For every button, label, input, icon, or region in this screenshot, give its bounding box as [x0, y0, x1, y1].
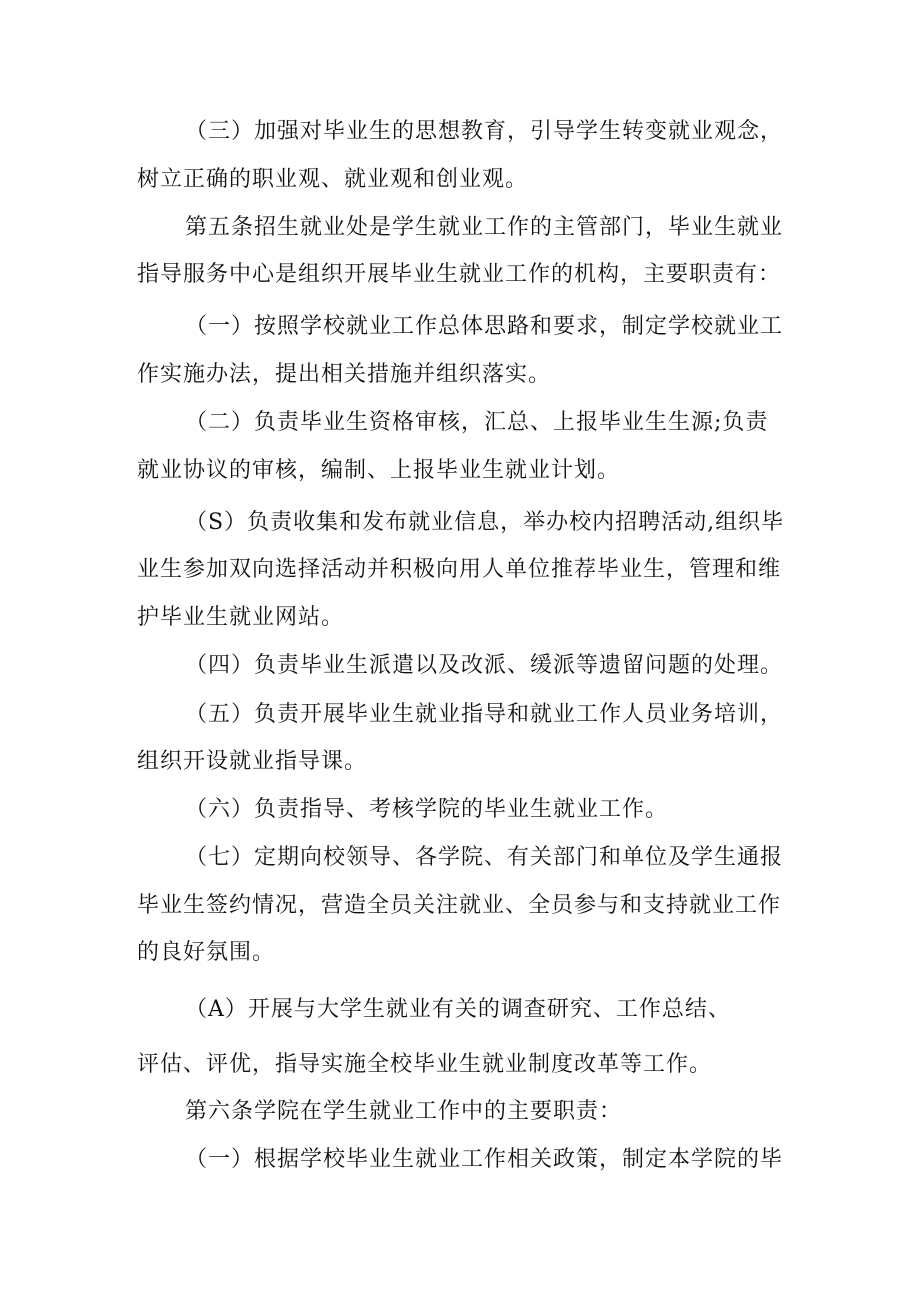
paragraph-line: （五）负责开展毕业生就业指导和就业工作人员业务培训， [185, 702, 784, 727]
article-heading-line: 第五条招生就业处是学生就业工作的主管部门，毕业生就业 [185, 215, 784, 240]
paragraph-line: （六）负责指导、考核学院的毕业生就业工作。 [185, 797, 669, 822]
paragraph-line: （A）开展与大学生就业有关的调查研究、工作总结、 [185, 997, 731, 1022]
paragraph-line: （S）负责收集和发布就业信息，举办校内招聘活动,组织毕 [185, 510, 785, 535]
paragraph-line: （二）负责毕业生资格审核，汇总、上报毕业生生源;负责 [185, 410, 769, 435]
paragraph-line: 作实施办法，提出相关措施并组织落实。 [137, 362, 552, 387]
paragraph-line: 业生参加双向选择活动并积极向用人单位推荐毕业生，管理和维 [137, 557, 782, 582]
paragraph-line: 就业协议的审核，编制、上报毕业生就业计划。 [137, 458, 621, 483]
paragraph-line: 指导服务中心是组织开展毕业生就业工作的机构，主要职责有： [137, 262, 782, 287]
paragraph-line: 评估、评优，指导实施全校毕业生就业制度改革等工作。 [137, 1052, 713, 1077]
paragraph-line: 树立正确的职业观、就业观和创业观。 [137, 167, 529, 192]
paragraph-line: （一）根据学校毕业生就业工作相关政策，制定本学院的毕 [185, 1147, 784, 1172]
paragraph-line: （一）按照学校就业工作总体思路和要求，制定学校就业工 [185, 314, 784, 339]
paragraph-line: 护毕业生就业网站。 [137, 605, 345, 630]
paragraph-line: （三）加强对毕业生的思想教育，引导学生转变就业观念， [185, 119, 784, 144]
paragraph-line: （七）定期向校领导、各学院、有关部门和单位及学生通报 [185, 845, 784, 870]
paragraph-line: 组织开设就业指导课。 [137, 749, 368, 774]
paragraph-line: 的良好氛围。 [137, 940, 276, 965]
paragraph-line: （四）负责毕业生派遣以及改派、缓派等遗留问题的处理。 [185, 653, 784, 678]
paragraph-line: 毕业生签约情况，营造全员关注就业、全员参与和支持就业工作 [137, 893, 782, 918]
article-heading-line: 第六条学院在学生就业工作中的主要职责： [185, 1099, 623, 1124]
